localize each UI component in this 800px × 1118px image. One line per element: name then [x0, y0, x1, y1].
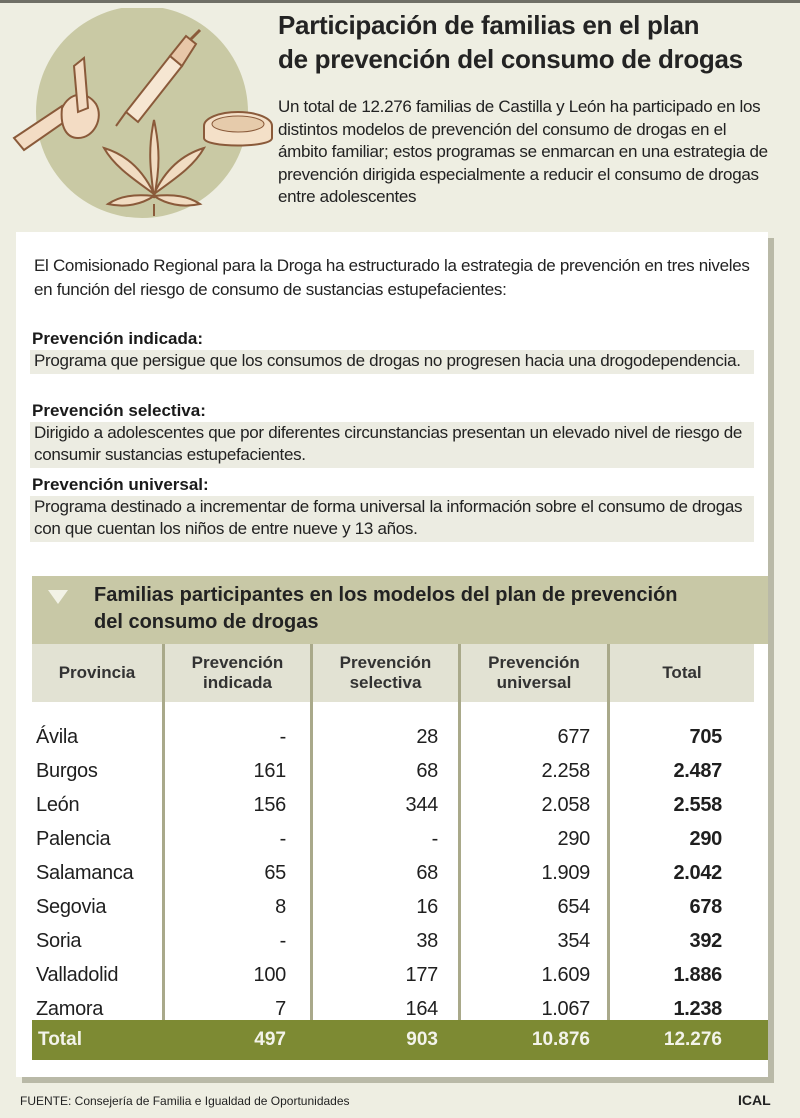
agency-credit: ICAL: [738, 1092, 771, 1108]
cell-provincia: León: [36, 794, 80, 816]
cell-indicada: 8: [275, 896, 286, 918]
pill-dish-icon: [204, 112, 272, 146]
cell-indicada: 7: [275, 998, 286, 1020]
cell-total: 1.238: [673, 998, 722, 1020]
cell-selectiva: 38: [416, 930, 438, 952]
cell-indicada: -: [279, 828, 286, 850]
strategy-intro: El Comisionado Regional para la Droga ha estructurado la estrategia de prevención en tres niveles en función del riesgo de consumo de sustancias estupefacientes:: [34, 256, 750, 299]
level-title: Prevención selectiva:: [32, 401, 206, 420]
cell-selectiva: 903: [406, 1029, 438, 1050]
main-card: [16, 232, 768, 1077]
page-title: [278, 8, 778, 76]
cell-indicada: 65: [264, 862, 286, 884]
cell-total: 678: [689, 896, 722, 918]
cell-total: 12.276: [663, 1029, 722, 1050]
col-header-label: Prevención: [339, 653, 432, 672]
source-note: FUENTE: Consejería de Familia e Igualdad de Oportunidades: [20, 1094, 350, 1108]
triangle-icon: [48, 590, 68, 604]
cell-provincia: Valladolid: [36, 964, 119, 986]
cell-selectiva: -: [431, 828, 438, 850]
col-header-label: Provincia: [58, 663, 136, 682]
cell-universal: 677: [557, 726, 590, 748]
level-title: Prevención universal:: [32, 475, 209, 494]
table-row: [32, 822, 754, 856]
table-row: [32, 754, 754, 788]
cell-provincia: Soria: [36, 930, 82, 952]
level-description: Programa destinado a incrementar de forma universal la información sobre el consumo de drogas con que cuentan los niños de entre nueve y 13 años.: [30, 496, 754, 542]
cell-indicada: 161: [253, 760, 286, 782]
cell-indicada: 100: [253, 964, 286, 986]
col-header-label: indicada: [203, 673, 272, 692]
cell-total: 290: [689, 828, 722, 850]
cell-indicada: 156: [253, 794, 286, 816]
col-header-total: [610, 644, 754, 702]
col-header-provincia: [32, 644, 162, 702]
level-selectiva: [30, 400, 754, 468]
cell-indicada: -: [279, 930, 286, 952]
level-description: Dirigido a adolescentes que por diferentes circunstancias presentan un elevado nivel de riesgo de consumir sustancias estupefacientes.: [30, 422, 754, 468]
col-header-label: universal: [496, 673, 572, 692]
cell-selectiva: 344: [405, 794, 438, 816]
col-header-label: Prevención: [191, 653, 284, 672]
cell-total: 2.487: [673, 760, 722, 782]
cell-provincia: Salamanca: [36, 862, 134, 884]
cell-universal: 290: [557, 828, 590, 850]
cell-universal: 10.876: [531, 1029, 590, 1050]
table-row: [32, 958, 754, 992]
cell-universal: 354: [557, 930, 590, 952]
cell-total: 705: [689, 726, 722, 748]
cell-total: 1.886: [673, 964, 722, 986]
cell-provincia: Palencia: [36, 828, 111, 850]
level-title: Prevención indicada:: [32, 329, 203, 348]
table-row: [32, 890, 754, 924]
cell-provincia: Ávila: [36, 726, 78, 748]
col-header-label: Total: [662, 663, 702, 682]
cell-total: 2.042: [673, 862, 722, 884]
table-title: [94, 582, 754, 636]
col-header-label: Prevención: [488, 653, 580, 672]
table-title-line-1: Familias participantes en los modelos del plan de prevención: [94, 584, 678, 606]
level-indicada: [30, 328, 754, 374]
level-universal: [30, 474, 754, 542]
cell-provincia: Total: [38, 1029, 82, 1050]
level-description: Programa que persigue que los consumos de drogas no progresen hacia una drogodependencia.: [30, 350, 754, 374]
table-row: [32, 720, 754, 754]
cell-selectiva: 164: [405, 998, 438, 1020]
cell-selectiva: 68: [416, 862, 438, 884]
table-row: [32, 924, 754, 958]
cell-provincia: Segovia: [36, 896, 107, 918]
cell-universal: 1.067: [541, 998, 590, 1020]
cell-total: 2.558: [673, 794, 722, 816]
cell-indicada: -: [279, 726, 286, 748]
col-header-label: selectiva: [349, 673, 422, 692]
cell-selectiva: 177: [405, 964, 438, 986]
top-rule: [0, 0, 800, 3]
drugs-illustration: [4, 8, 276, 220]
cell-universal: 1.609: [541, 964, 590, 986]
cell-selectiva: 16: [416, 896, 438, 918]
title-line-1: Participación de familias en el plan: [278, 10, 700, 40]
col-header-selectiva: [313, 644, 458, 702]
cell-universal: 2.058: [541, 794, 590, 816]
table-title-line-2: del consumo de drogas: [94, 611, 319, 633]
cell-universal: 654: [557, 896, 590, 918]
table-header-band: [32, 576, 768, 644]
cell-provincia: Zamora: [36, 998, 104, 1020]
title-line-2: de prevención del consumo de drogas: [278, 44, 743, 74]
cell-selectiva: 68: [416, 760, 438, 782]
table-row: [32, 856, 754, 890]
cell-indicada: 497: [254, 1029, 286, 1050]
table-total-row: [32, 1020, 768, 1060]
cell-universal: 2.258: [541, 760, 590, 782]
cell-provincia: Burgos: [36, 760, 98, 782]
intro-text: Un total de 12.276 familias de Castilla y León ha participado en los distintos modelos de prevención del consumo de drogas en el ámbito familiar; estos programas se enmarcan en una estrategia de prevención dirigida especialmente a reducir el consumo de drogas entre adolescentes: [278, 97, 768, 206]
col-header-indicada: [165, 644, 310, 702]
cell-selectiva: 28: [416, 726, 438, 748]
table-row: [32, 788, 754, 822]
cell-universal: 1.909: [541, 862, 590, 884]
col-header-universal: [461, 644, 607, 702]
cell-total: 392: [689, 930, 722, 952]
